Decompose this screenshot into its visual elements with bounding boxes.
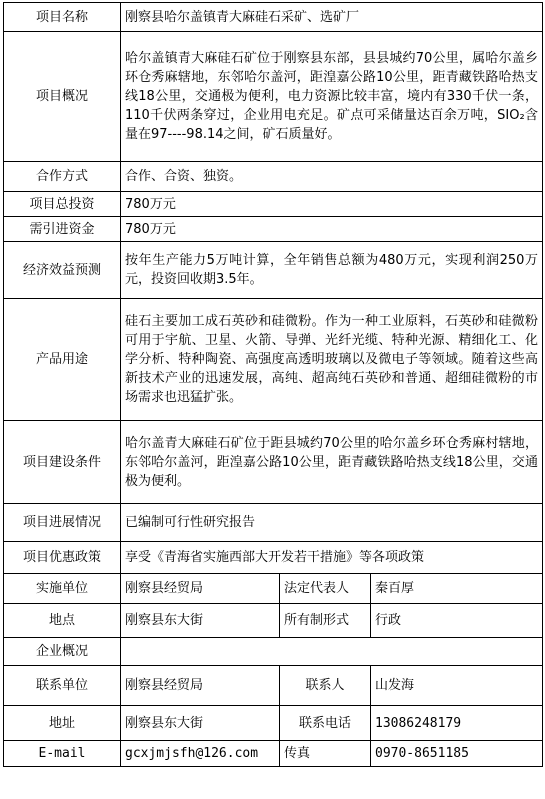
contact-unit-label: 联系单位 [4, 666, 121, 706]
row-overview [4, 32, 543, 162]
email-value: gcxjmjsfh@126.com [121, 741, 280, 767]
row-total-investment [4, 192, 543, 217]
row-contact-email [4, 741, 543, 767]
total-investment-label: 项目总投资 [4, 192, 121, 217]
overview-value: 哈尔盖镇青大麻硅石矿位于刚察县东部，县县城约70公里，属哈尔盖乡环仓秀麻辖地，东邻哈尔盖河，距湟嘉公路10公里，距青藏铁路哈热支线18公里，交通极为便利，电力资源比较丰富，境内有330千伏一条，110千伏两条穿过，企业用电充足。矿点可采储量达百余万吨，SIO₂含量在97----98.14之间，矿石质量好。 [121, 32, 543, 162]
row-required-capital [4, 217, 543, 242]
row-progress [4, 504, 543, 542]
cooperation-label: 合作方式 [4, 162, 121, 192]
ownership-value: 行政 [371, 604, 543, 638]
ownership-label: 所有制形式 [280, 604, 371, 638]
product-use-label: 产品用途 [4, 299, 121, 421]
contact-person-label: 联系人 [280, 666, 371, 706]
cooperation-value: 合作、合资、独资。 [121, 162, 543, 192]
row-policy [4, 542, 543, 574]
row-cooperation [4, 162, 543, 192]
row-place [4, 604, 543, 638]
benefit-label: 经济效益预测 [4, 242, 121, 299]
project-info-table [3, 2, 543, 767]
policy-value: 享受《青海省实施西部大开发若干措施》等各项政策 [121, 542, 543, 574]
row-product-use [4, 299, 543, 421]
required-capital-label: 需引进资金 [4, 217, 121, 242]
enterprise-label: 企业概况 [4, 638, 121, 666]
conditions-label: 项目建设条件 [4, 421, 121, 504]
implementing-unit-value: 刚察县经贸局 [121, 574, 280, 604]
row-conditions [4, 421, 543, 504]
progress-value: 已编制可行性研究报告 [121, 504, 543, 542]
fax-value: 0970-8651185 [371, 741, 543, 767]
progress-label: 项目进展情况 [4, 504, 121, 542]
row-implementing-unit [4, 574, 543, 604]
implementing-unit-label: 实施单位 [4, 574, 121, 604]
contact-person-value: 山发海 [371, 666, 543, 706]
row-benefit [4, 242, 543, 299]
project-name-label: 项目名称 [4, 3, 121, 32]
email-label: E-mail [4, 741, 121, 767]
total-investment-value: 780万元 [121, 192, 543, 217]
phone-value: 13086248179 [371, 706, 543, 741]
product-use-value: 硅石主要加工成石英砂和硅微粉。作为一种工业原料，石英砂和硅微粉可用于宇航、卫星、火箭、导弹、光纤光缆、特种光源、精细化工、化学分析、特种陶瓷、高强度高透明玻璃以及微电子等领域。随着这些高新技术产业的迅速发展，高纯、超高纯石英砂和普通、超细硅微粉的市场需求也迅猛扩张。 [121, 299, 543, 421]
conditions-value: 哈尔盖青大麻硅石矿位于距县城约70公里的哈尔盖乡环仓秀麻村辖地，东邻哈尔盖河，距湟嘉公路10公里，距青藏铁路哈热支线18公里，交通极为便利。 [121, 421, 543, 504]
benefit-value: 按年生产能力5万吨计算，全年销售总额为480万元，实现利润250万元，投资回收期3.5年。 [121, 242, 543, 299]
phone-label: 联系电话 [280, 706, 371, 741]
enterprise-value [121, 638, 543, 666]
place-label: 地点 [4, 604, 121, 638]
contact-unit-value: 刚察县经贸局 [121, 666, 280, 706]
place-value: 刚察县东大街 [121, 604, 280, 638]
row-contact-unit [4, 666, 543, 706]
policy-label: 项目优惠政策 [4, 542, 121, 574]
legal-rep-value: 秦百厚 [371, 574, 543, 604]
row-enterprise [4, 638, 543, 666]
address-value: 刚察县东大街 [121, 706, 280, 741]
legal-rep-label: 法定代表人 [280, 574, 371, 604]
fax-label: 传真 [280, 741, 371, 767]
project-name-value: 刚察县哈尔盖镇青大麻硅石采矿、选矿厂 [121, 3, 543, 32]
required-capital-value: 780万元 [121, 217, 543, 242]
overview-label: 项目概况 [4, 32, 121, 162]
row-contact-address [4, 706, 543, 741]
row-project-name [4, 3, 543, 32]
address-label: 地址 [4, 706, 121, 741]
